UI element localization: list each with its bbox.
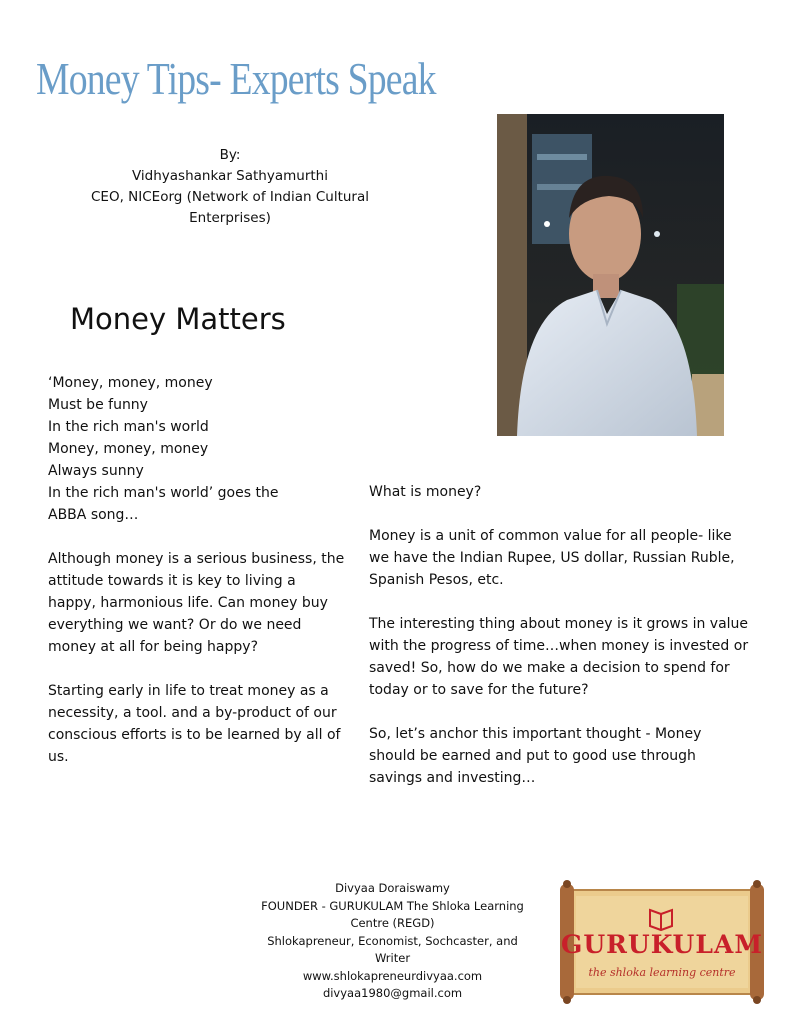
- song-line: Money, money, money: [48, 441, 209, 457]
- email-link[interactable]: divyaa1980@gmail.com: [322, 986, 463, 1000]
- founder-title-line1: FOUNDER - GURUKULAM The Shloka Learning: [261, 898, 524, 913]
- logo-tagline: the shloka learning centre: [588, 966, 736, 979]
- left-column: [48, 372, 348, 768]
- song-line: Always sunny: [48, 463, 144, 479]
- founder-roles-line1: Shlokapreneur, Economist, Sochcaster, and: [267, 933, 518, 948]
- right-paragraph-2: The interesting thing about money is it grows in value with the progress of time…when money is invested or saved! So, how do we make a decision to spend for today or to save for the future?: [369, 616, 749, 698]
- byline-by: By:: [219, 147, 241, 163]
- page-title: Money Tips- Experts Speak: [36, 53, 436, 104]
- founder-name: Divyaa Doraiswamy: [335, 881, 450, 895]
- portrait-photo-icon: [497, 114, 724, 436]
- left-paragraph-2: Starting early in life to treat money as a necessity, a tool. and a by-product of our conscious efforts is to be learned by all of us.: [48, 683, 341, 765]
- website-link[interactable]: www.shlokapreneurdivyaa.com: [302, 968, 483, 983]
- author-photo: [497, 114, 724, 436]
- song-line: In the rich man's world: [48, 419, 209, 435]
- founder-roles-line2: Writer: [374, 951, 411, 965]
- gurukulam-logo: [556, 880, 768, 1004]
- footer-credits: [245, 880, 540, 1003]
- founder-title-line2: Centre (REGD): [350, 916, 435, 930]
- author-role-line2: Enterprises): [189, 210, 271, 226]
- right-paragraph-1: Money is a unit of common value for all people- like we have the Indian Rupee, US dollar, Russian Ruble, Spanish Pesos, etc.: [369, 528, 735, 588]
- song-line: In the rich man's world’ goes the: [48, 485, 279, 501]
- author-byline: [60, 145, 400, 229]
- right-question: What is money?: [369, 484, 482, 500]
- song-line: Must be funny: [48, 397, 148, 413]
- logo-name: GURUKULAM: [560, 930, 764, 959]
- section-heading: Money Matters: [70, 302, 286, 336]
- right-column: [369, 481, 749, 789]
- song-quote: [48, 372, 348, 526]
- song-line: ABBA song…: [48, 507, 139, 523]
- left-paragraph-1: Although money is a serious business, the attitude towards it is key to living a happy, harmonious life. Can money buy everything we want? Or do we need money at all for being happy?: [48, 551, 345, 655]
- song-line: ‘Money, money, money: [48, 375, 213, 391]
- author-name: Vidhyashankar Sathyamurthi: [131, 168, 328, 184]
- author-role-line1: CEO, NICEorg (Network of Indian Cultural: [91, 189, 369, 205]
- right-paragraph-3: So, let’s anchor this important thought - Money should be earned and put to good use through savings and investing…: [369, 726, 702, 786]
